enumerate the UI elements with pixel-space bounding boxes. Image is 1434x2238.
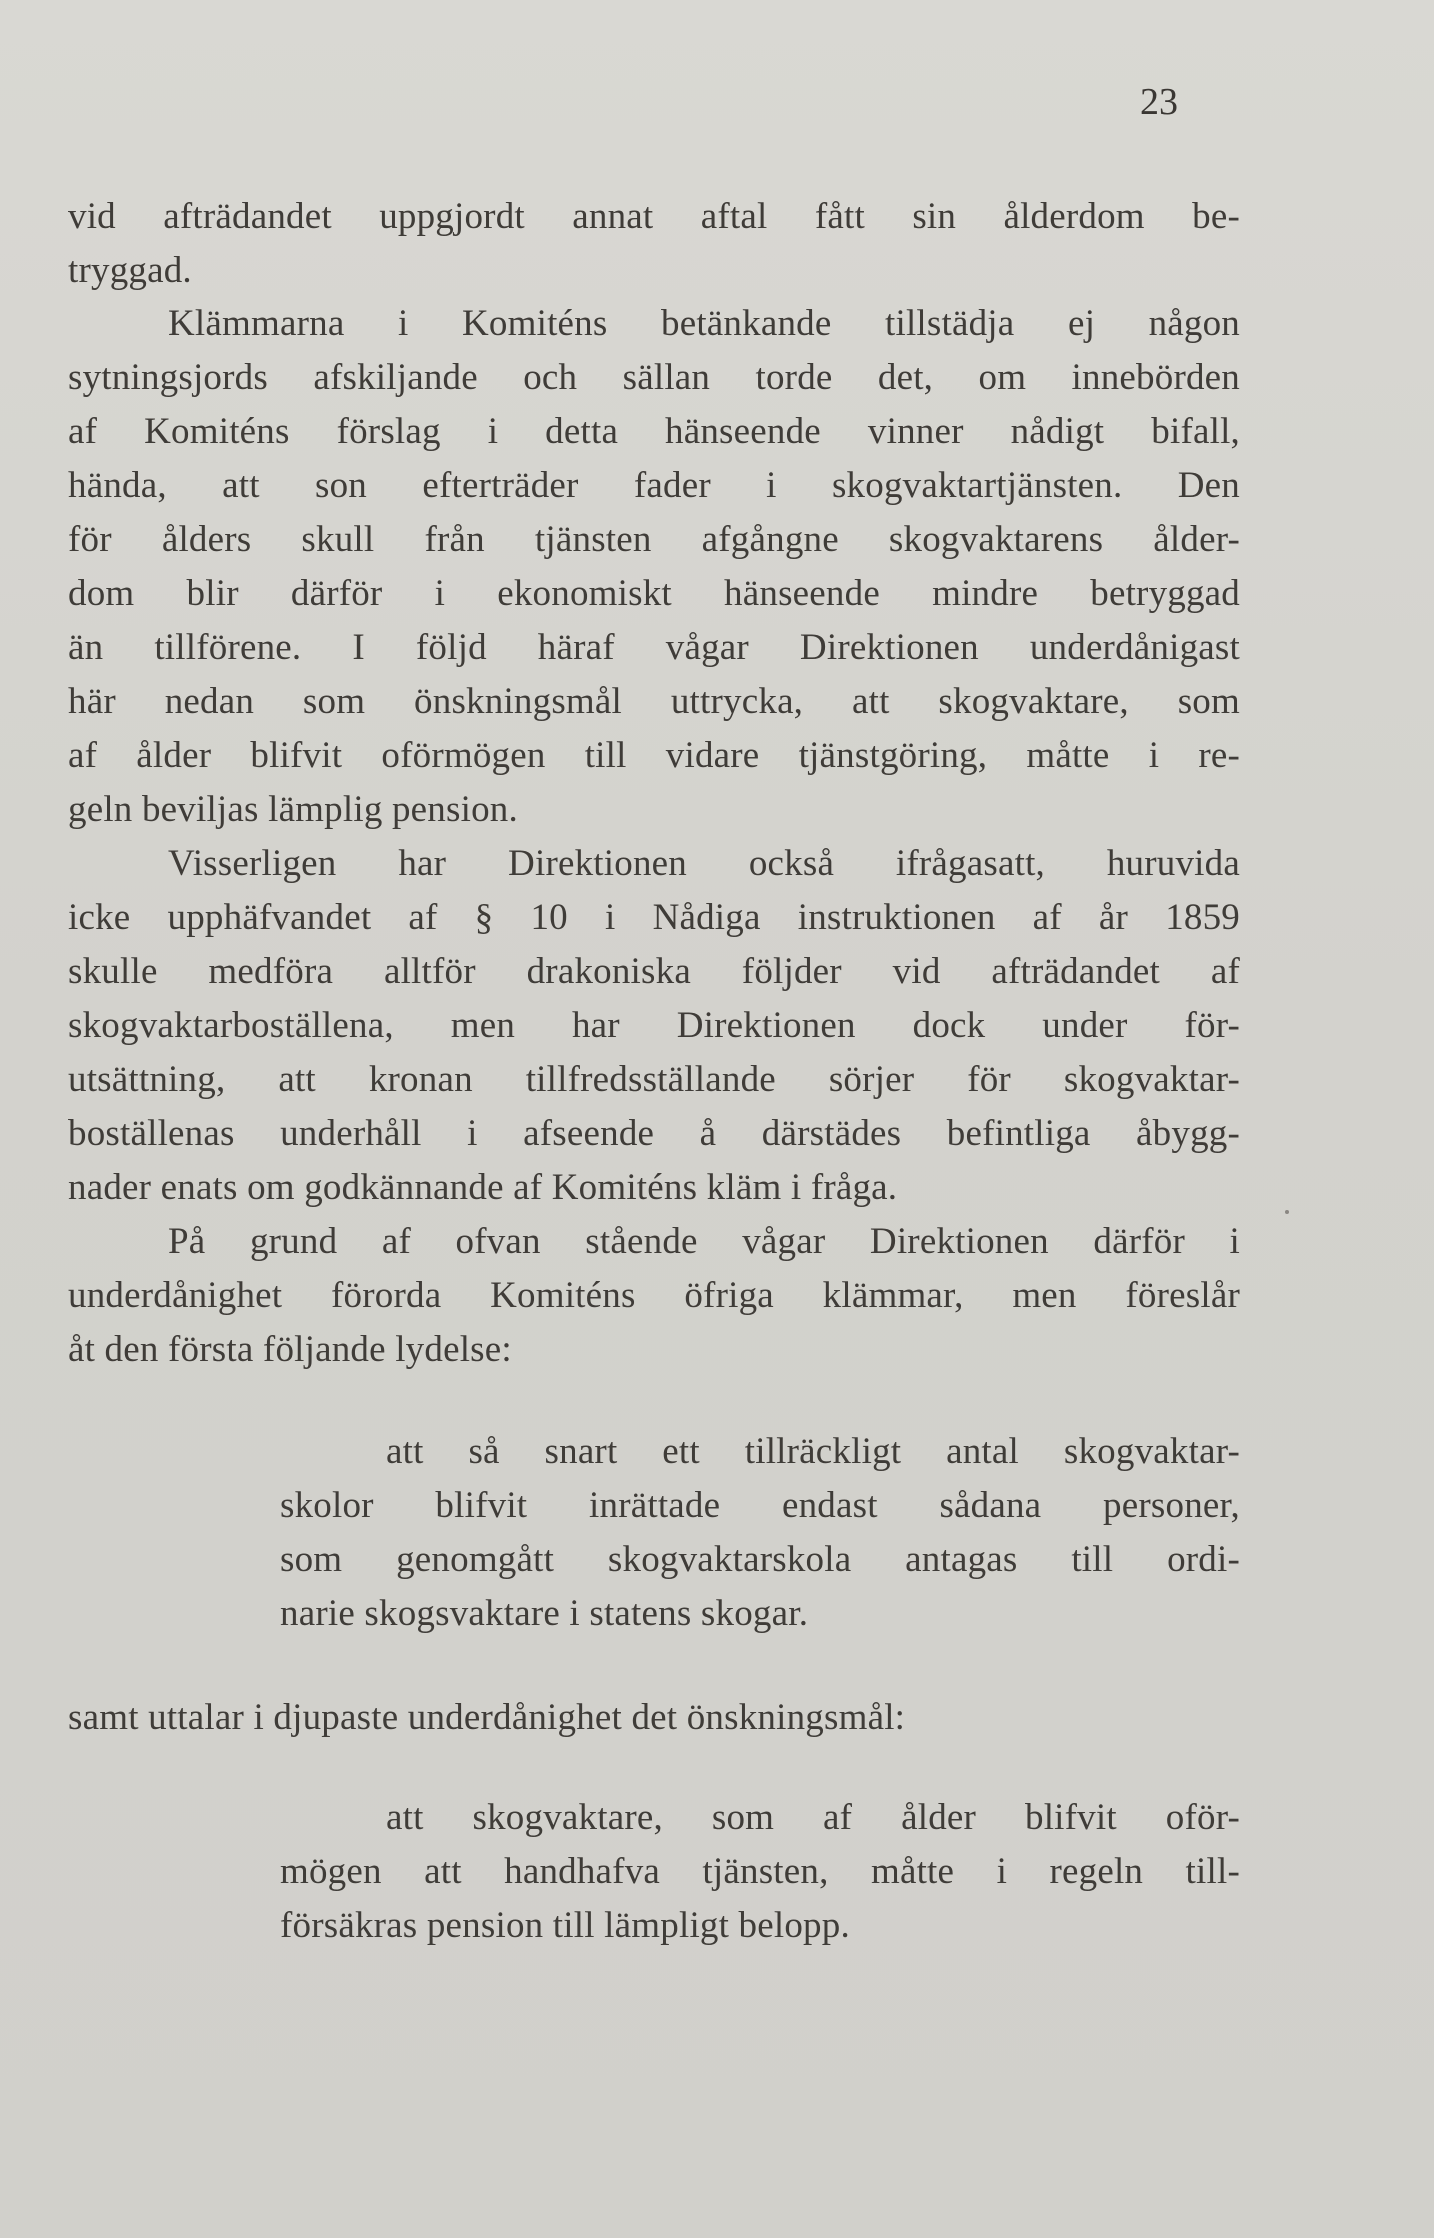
text-line: icke upphäfvandet af § 10 i Nådiga instruktionen af år 1859 [68, 897, 1240, 938]
text-line: dom blir därför i ekonomiskt hänseende mindre betryggad [68, 573, 1240, 614]
text-line: hända, att son efterträder fader i skogvaktartjänsten. Den [68, 465, 1240, 506]
text-line: Klämmarna i Komiténs betänkande tillstädja ej någon [168, 303, 1240, 344]
text-line: På grund af ofvan stående vågar Direktionen därför i [168, 1221, 1240, 1262]
text-line: af Komiténs förslag i detta hänseende vinner nådigt bifall, [68, 411, 1240, 452]
text-line: sytningsjords afskiljande och sällan torde det, om innebörden [68, 357, 1240, 398]
text-line: underdånighet förorda Komiténs öfriga klämmar, men föreslår [68, 1275, 1240, 1316]
clause-line: att skogvaktare, som af ålder blifvit oför- [386, 1797, 1240, 1838]
clause-line: narie skogsvaktare i statens skogar. [280, 1593, 809, 1634]
page-number: 23 [1140, 81, 1178, 123]
text-line: åt den första följande lydelse: [68, 1329, 512, 1370]
text-line: utsättning, att kronan tillfredsställande sörjer för skogvaktar- [68, 1059, 1240, 1100]
clause-line: att så snart ett tillräckligt antal skogvaktar- [386, 1431, 1240, 1472]
text-line: vid afträdandet uppgjordt annat aftal fått sin ålderdom be- [68, 196, 1240, 237]
text-line: af ålder blifvit oförmögen till vidare tjänstgöring, måtte i re- [68, 735, 1240, 776]
text-line: än tillförene. I följd häraf vågar Direktionen underdånigast [68, 627, 1240, 668]
text-line: Visserligen har Direktionen också ifrågasatt, huruvida [168, 843, 1240, 884]
text-line: tryggad. [68, 250, 192, 291]
statement-line: samt uttalar i djupaste underdånighet det önskningsmål: [68, 1697, 906, 1738]
text-line: för ålders skull från tjänsten afgångne skogvaktarens ålder- [68, 519, 1240, 560]
text-line: boställenas underhåll i afseende å därstädes befintliga åbygg- [68, 1113, 1240, 1154]
paper-speck [1285, 1210, 1289, 1214]
clause-line: som genomgått skogvaktarskola antagas till ordi- [280, 1539, 1240, 1580]
clause-line: skolor blifvit inrättade endast sådana personer, [280, 1485, 1240, 1526]
text-line: skogvaktarboställena, men har Direktionen dock under för- [68, 1005, 1240, 1046]
text-line: skulle medföra alltför drakoniska följder vid afträdandet af [68, 951, 1240, 992]
text-line: här nedan som önskningsmål uttrycka, att skogvaktare, som [68, 681, 1240, 722]
text-line: geln beviljas lämplig pension. [68, 789, 518, 830]
clause-line: mögen att handhafva tjänsten, måtte i regeln till- [280, 1851, 1240, 1892]
clause-line: försäkras pension till lämpligt belopp. [280, 1905, 850, 1946]
text-line: nader enats om godkännande af Komiténs kläm i fråga. [68, 1167, 898, 1208]
